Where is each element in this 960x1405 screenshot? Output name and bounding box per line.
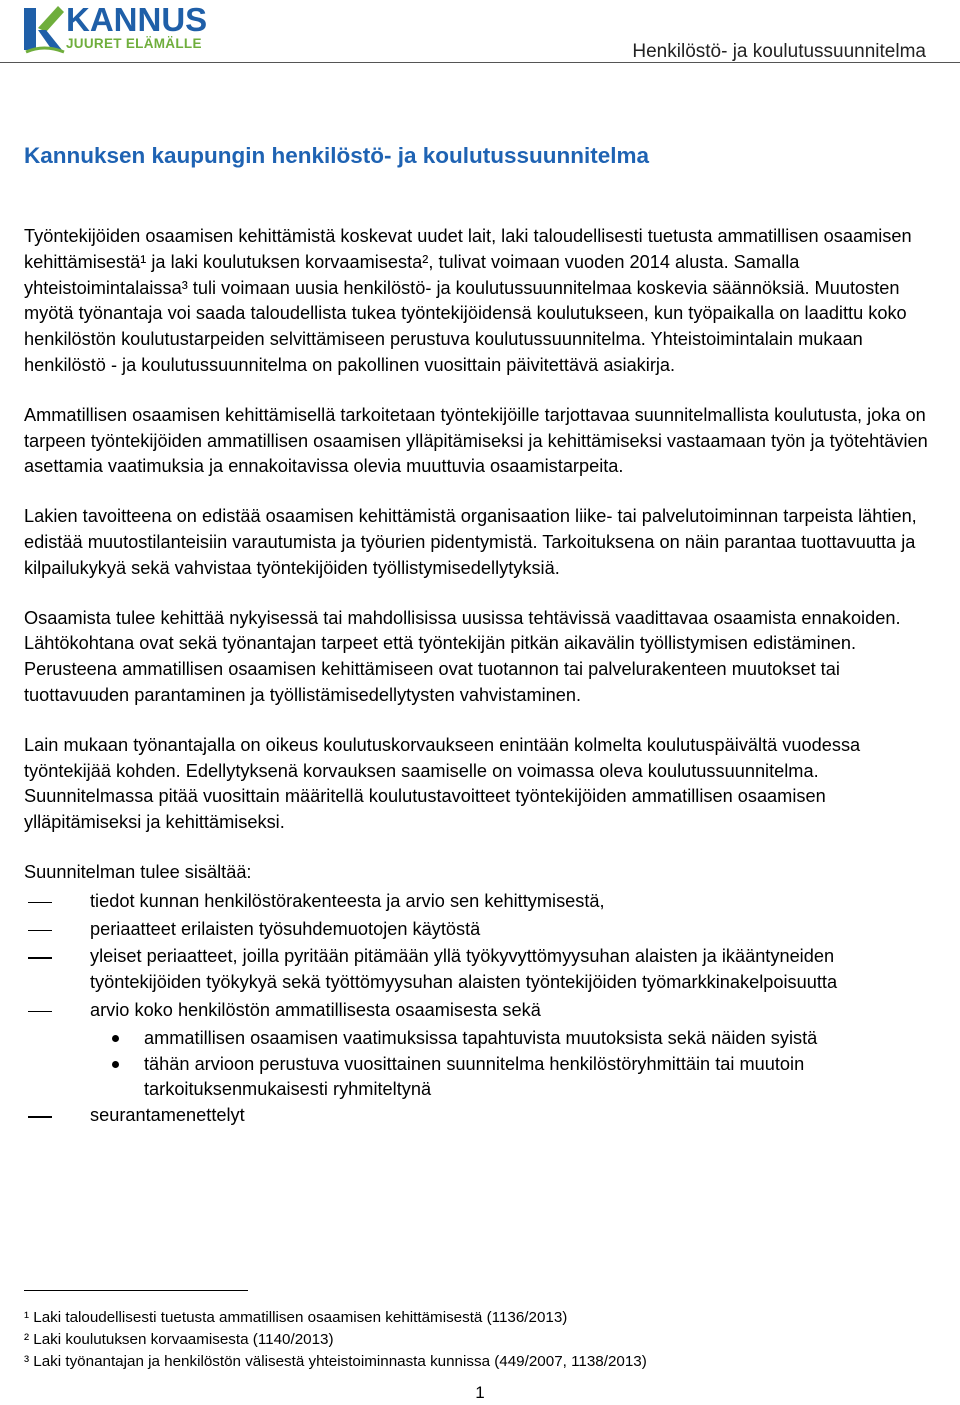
list-item [24,889,944,915]
sub-list-item [24,1052,944,1104]
paragraph: Työntekijöiden osaamisen kehittämistä koskevat uudet lait, laki taloudellisesti tuetusta ammatillisen osaamisen kehittämisestä¹ ja laki koulutuksen korvaamisesta², tulivat voimaan vuoden 2014 alusta. Samalla yhteistoimintalaissa³ tuli voimaan uusia henkilöstö- ja koulutussuunnitelmaa koskevia säännöksiä. Muutosten myötä työnantaja voi saada taloudellista tukea työntekijöidensä koulutukseen, kun työpaikalla on laadittu koko henkilöstön koulutustarpeiden selvittämiseen perustuva koulutussuunnitelma. Yhteistoimintalain mukaan henkilöstö - ja koulutussuunnitelma on pakollinen vuosittain päivitettävä asiakirja. [24,226,912,375]
sub-list-item-text: tähän arvioon perustuva vuosittainen suunnitelma henkilöstöryhmittäin tai muutoin tarkoituksenmukaisesti ryhmiteltynä [144,1053,805,1100]
footnotes [24,1307,944,1373]
list-item-text: arvio koko henkilöstön ammatillisesta osaamisesta sekä [90,999,541,1020]
requirements-list [24,889,944,1024]
dot-bullet-icon [112,1061,119,1068]
paragraph: Lakien tavoitteena on edistää osaamisen kehittämistä organisaation liike- tai palvelutoiminnan tarpeista lähtien, edistää muutostilanteisiin varautumista ja työurien pidentymistä. Tarkoituksena on näin parantaa tuottavuutta ja kilpailukykyä sekä vahvistaa työntekijöiden työllistymisedellytyksiä. [24,506,917,578]
page-number: 1 [475,1383,485,1402]
list-item-text: seurantamenettelyt [90,1105,245,1126]
footnote: ² Laki koulutuksen korvaamisesta (1140/2013) [24,1331,334,1348]
kannus-logo [22,1,208,58]
header-divider [0,62,960,63]
logo-tagline: JUURET ELÄMÄLLE [66,36,202,51]
paragraph: Ammatillisen osaamisen kehittämisellä tarkoitetaan työntekijöille tarjottavaa suunnitelmallista koulutusta, joka on tarpeen työntekijöiden ammatillisen osaamisen ylläpitämiseksi ja kehittämiseksi vastaamaan työn ja työtehtävien asettamia vaatimuksia ja ennakoitavissa olevia muuttuvia osaamistarpeita. [24,404,928,477]
paragraph: Osaamista tulee kehittää nykyisessä tai mahdollisissa uusissa tehtävissä vaadittavaa osaamista ennakoiden. Lähtökohtana ovat sekä työnantajan tarpeet että työntekijän pitkän aikavälin työllistymisen edistäminen. Perusteena ammatillisen osaamisen kehittämiseen ovat tuotannon tai palvelurakenteen muutokset tai tuottavuuden parantaminen ja työllistämisedellytysten vahvistaminen. [24,607,901,705]
list-item [24,917,944,943]
footnote-divider [24,1290,248,1291]
list-item-text: tiedot kunnan henkilöstörakenteesta ja arvio sen kehittymisestä, [90,890,605,911]
running-header: Henkilöstö- ja koulutussuunnitelma [632,41,926,62]
dash-bullet-icon [28,1011,52,1012]
requirements-list-continued [24,1103,944,1129]
document-title: Kannuksen kaupungin henkilöstö- ja koulutussuunnitelma [24,143,650,168]
list-item [24,998,944,1024]
list-item [24,1103,944,1129]
dash-bullet-icon [28,957,52,958]
sub-list-item-text: ammatillisen osaamisen vaatimuksissa tapahtuvista muutoksista sekä näiden syistä [144,1027,818,1048]
list-item [24,944,944,996]
dash-bullet-icon [28,1116,52,1117]
document-body [24,224,944,1131]
assessment-sublist [24,1026,944,1103]
dot-bullet-icon [112,1035,119,1042]
dash-bullet-icon [28,930,52,931]
kannus-emblem-icon [22,2,66,56]
list-item-text: yleiset periaatteet, joilla pyritään pitämään yllä työkyvyttömyysuhan alaisten ja ikääntyneiden työntekijöiden työkykyä sekä työttömyysuhan alaisten työntekijöiden työmarkkinakelpoisuutta [90,946,838,993]
sub-list-item [24,1026,944,1052]
footnote: ³ Laki työnantajan ja henkilöstön välisestä yhteistoiminnasta kunnissa (449/2007, 1138/2013) [24,1353,647,1370]
list-intro: Suunnitelman tulee sisältää: [24,861,252,882]
list-item-text: periaatteet erilaisten työsuhdemuotojen käytöstä [90,918,481,939]
footnote: ¹ Laki taloudellisesti tuetusta ammatillisen osaamisen kehittämisestä (1136/2013) [24,1309,568,1326]
paragraph: Lain mukaan työnantajalla on oikeus koulutuskorvaukseen enintään kolmelta koulutuspäivältä vuodessa työntekijää kohden. Edellytyksenä korvauksen saamiselle on voimassa oleva koulutussuunnitelma. Suunnitelmassa pitää vuosittain määritellä koulutustavoitteet työntekijöiden ammatillisen osaamisen ylläpitämiseksi ja kehittämiseksi. [24,734,861,833]
dash-bullet-icon [28,902,52,903]
logo-wordmark: KANNUS [66,1,208,38]
